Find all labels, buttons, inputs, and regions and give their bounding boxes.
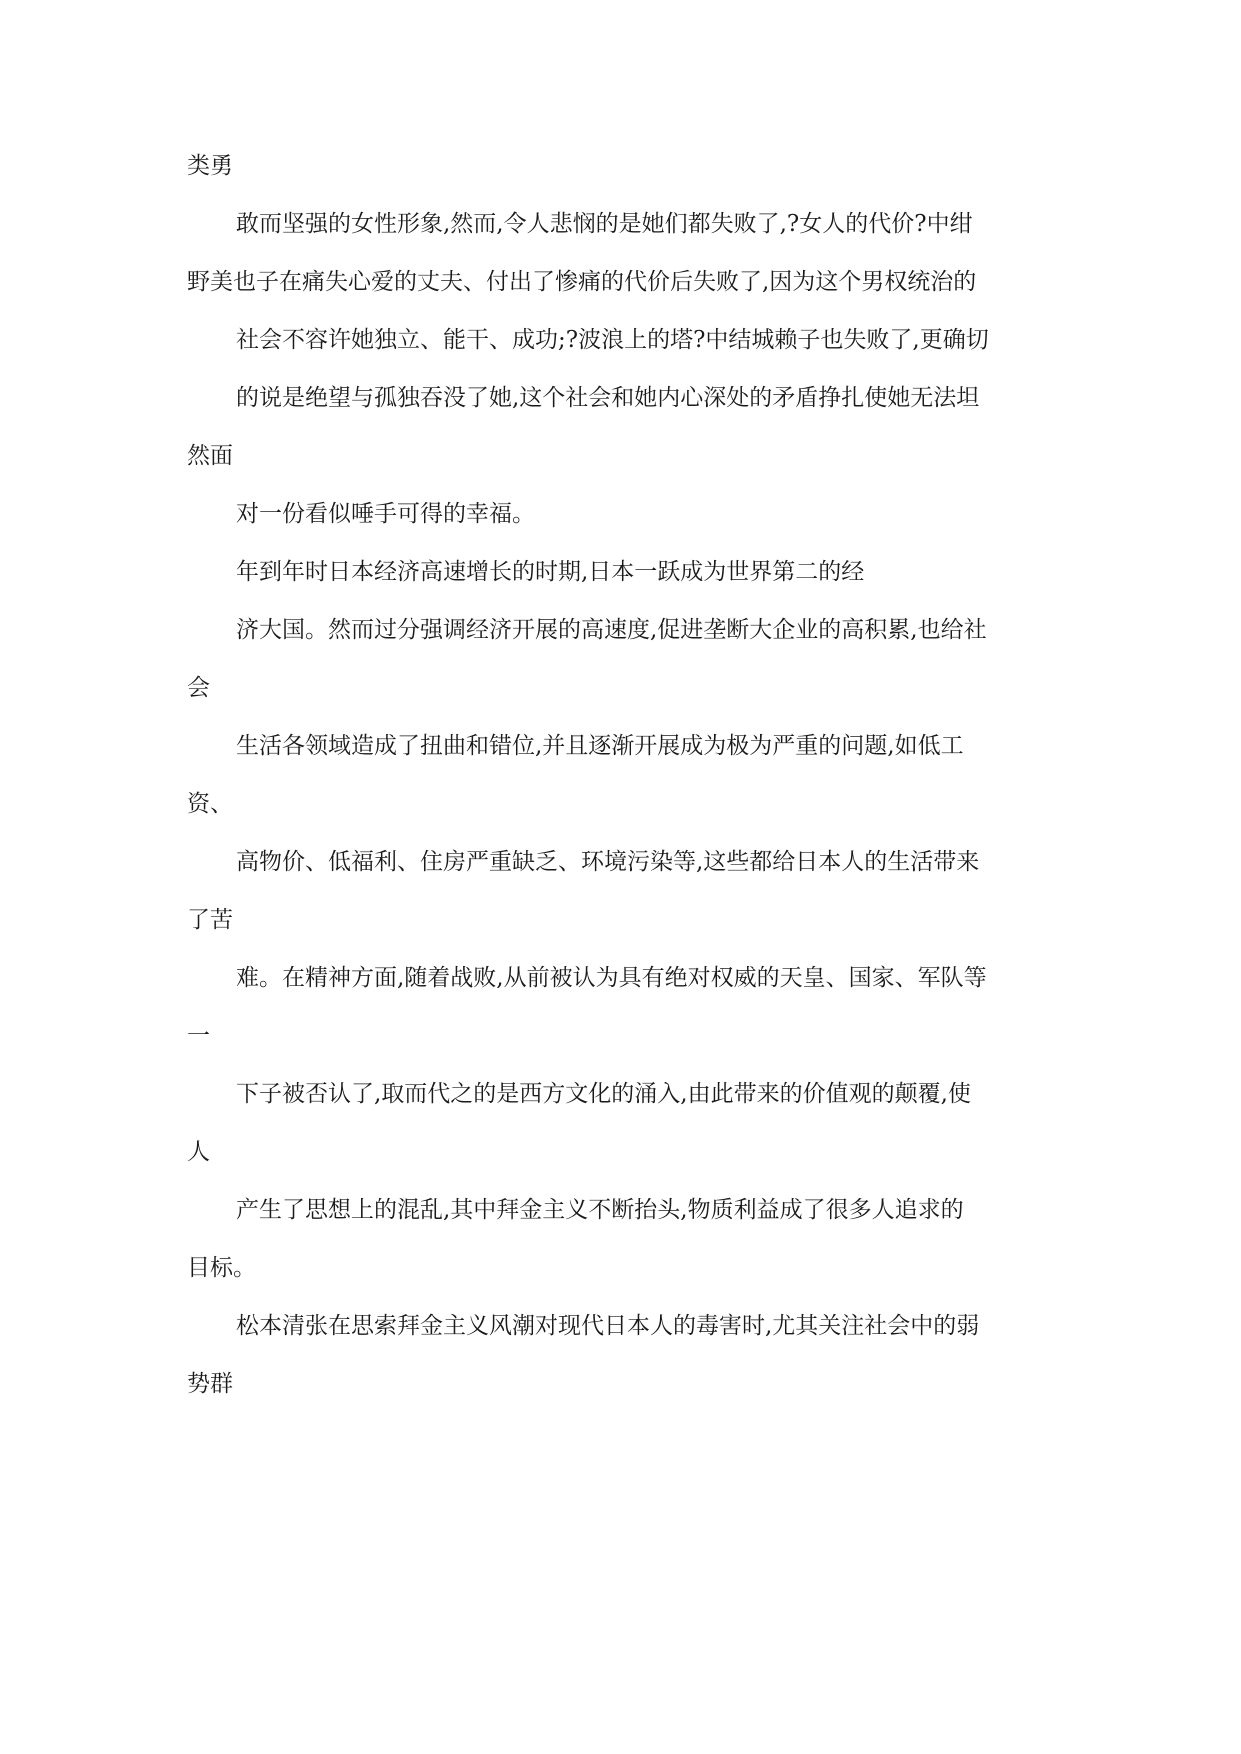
text-line: 下子被否认了,取而代之的是西方文化的涌入,由此带来的价值观的颠覆,使 <box>236 1081 971 1107</box>
text-line: 济大国。然而过分强调经济开展的高速度,促进垄断大企业的高积累,也给社 <box>236 617 987 643</box>
text-line: 类勇 <box>187 153 233 179</box>
text-line: 对一份看似唾手可得的幸福。 <box>236 501 535 527</box>
text-line: 生活各领域造成了扭曲和错位,并且逐渐开展成为极为严重的问题,如低工 <box>236 733 964 759</box>
text-line: 高物价、低福利、住房严重缺乏、环境污染等,这些都给日本人的生活带来 <box>236 849 980 875</box>
text-line: 年到年时日本经济高速增长的时期,日本一跃成为世界第二的经 <box>236 559 865 585</box>
text-line: 然面 <box>187 443 233 469</box>
text-line: 资、 <box>187 791 233 817</box>
text-line: 松本清张在思索拜金主义风潮对现代日本人的毒害时,尤其关注社会中的弱 <box>236 1313 980 1339</box>
text-line: 的说是绝望与孤独吞没了她,这个社会和她内心深处的矛盾挣扎使她无法坦 <box>236 385 980 411</box>
text-line: 野美也子在痛失心爱的丈夫、付出了惨痛的代价后失败了,因为这个男权统治的 <box>187 269 977 295</box>
text-line: 一 <box>187 1023 210 1049</box>
text-line: 难。在精神方面,随着战败,从前被认为具有绝对权威的天皇、国家、军队等 <box>236 965 987 991</box>
text-line: 社会不容许她独立、能干、成功;?波浪上的塔?中结城赖子也失败了,更确切 <box>236 327 989 353</box>
text-line: 人 <box>187 1139 210 1165</box>
text-line: 了苦 <box>187 907 233 933</box>
text-line: 敢而坚强的女性形象,然而,令人悲悯的是她们都失败了,?女人的代价?中绀 <box>236 211 973 237</box>
text-line: 会 <box>187 675 210 701</box>
text-line: 势群 <box>187 1371 233 1397</box>
text-line: 目标。 <box>187 1255 256 1281</box>
text-line: 产生了思想上的混乱,其中拜金主义不断抬头,物质利益成了很多人追求的 <box>236 1197 964 1223</box>
